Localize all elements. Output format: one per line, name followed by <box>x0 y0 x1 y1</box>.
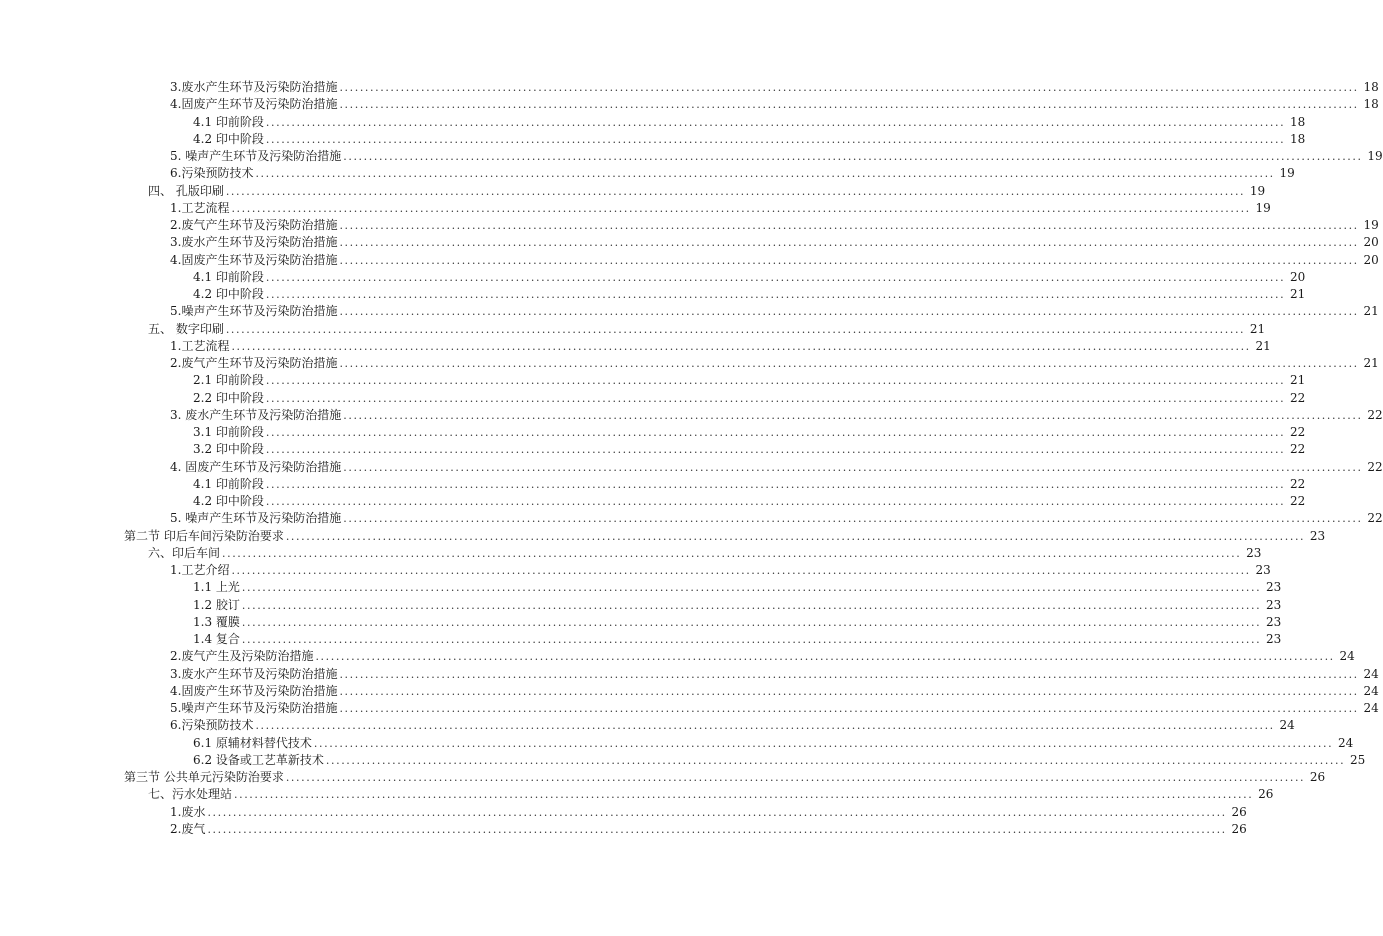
toc-entry[interactable] <box>0 407 1383 424</box>
toc-entry-title: 4.2 印中阶段 <box>193 287 264 301</box>
dot-leader: ........................................................................................................................................................................................................ <box>241 598 1262 612</box>
toc-entry[interactable] <box>0 165 1295 182</box>
dot-leader: ........................................................................................................................................................................................................ <box>222 546 1242 560</box>
dot-leader: ........................................................................................................................................................................................................ <box>265 443 1286 457</box>
toc-entry[interactable] <box>0 459 1383 476</box>
toc-page-number: 23 <box>1265 597 1282 612</box>
dot-leader: ........................................................................................................................................................................................................ <box>225 322 1246 336</box>
dot-leader: ........................................................................................................................................................................................................ <box>339 684 1359 698</box>
toc-entry-title: 2.废气产生及污染防治措施 <box>170 649 314 664</box>
dot-leader: ........................................................................................................................................................................................................ <box>255 719 1275 733</box>
toc-entry[interactable] <box>0 338 1271 355</box>
toc-page-number: 24 <box>1337 735 1354 750</box>
toc-page-number: 26 <box>1309 770 1326 784</box>
table-of-contents <box>0 79 1383 838</box>
toc-entry[interactable] <box>0 631 1282 648</box>
toc-entry[interactable] <box>0 269 1306 286</box>
dot-leader: ........................................................................................................................................................................................................ <box>343 460 1363 474</box>
toc-page-number: 19 <box>1363 218 1379 232</box>
toc-page-number: 26 <box>1231 804 1247 819</box>
toc-page-number: 24 <box>1363 666 1379 681</box>
toc-entry[interactable] <box>0 821 1247 838</box>
toc-page-number: 20 <box>1363 235 1379 250</box>
dot-leader: ........................................................................................................................................................................................................ <box>234 788 1254 802</box>
toc-entry-title: 4. 固废产生环节及污染防治措施 <box>170 459 342 474</box>
dot-leader: ........................................................................................................................................................................................................ <box>207 822 1227 836</box>
toc-entry-title: 2.废气产生环节及污染防治措施 <box>170 218 338 232</box>
dot-leader: ........................................................................................................................................................................................................ <box>225 184 1246 198</box>
toc-entry-title: 3.废水产生环节及污染防治措施 <box>170 235 338 250</box>
toc-page-number: 22 <box>1289 442 1306 457</box>
toc-entry-title: 六、印后车间 <box>148 545 221 560</box>
toc-entry[interactable] <box>0 286 1306 303</box>
toc-entry[interactable] <box>0 131 1306 148</box>
toc-entry-title: 5. 噪声产生环节及污染防治措施 <box>170 149 342 163</box>
toc-entry[interactable] <box>0 321 1266 338</box>
toc-page-number: 26 <box>1231 821 1247 836</box>
dot-leader: ........................................................................................................................................................................................................ <box>313 736 1334 750</box>
toc-page-number: 23 <box>1265 632 1282 646</box>
toc-page-number: 24 <box>1339 649 1355 664</box>
toc-page-number: 22 <box>1367 459 1383 474</box>
toc-entry-title: 1.1 上光 <box>193 580 240 595</box>
toc-entry-title: 5.噪声产生环节及污染防治措施 <box>170 701 338 715</box>
dot-leader: ........................................................................................................................................................................................................ <box>339 667 1359 681</box>
toc-page-number: 25 <box>1349 752 1366 767</box>
toc-entry[interactable] <box>0 528 1326 545</box>
dot-leader: ........................................................................................................................................................................................................ <box>265 374 1286 388</box>
toc-page-number: 19 <box>1367 149 1383 163</box>
dot-leader: ........................................................................................................................................................................................................ <box>265 391 1286 405</box>
toc-entry-title: 2.2 印中阶段 <box>193 390 264 405</box>
dot-leader: ........................................................................................................................................................................................................ <box>343 512 1363 526</box>
dot-leader: ........................................................................................................................................................................................................ <box>241 615 1262 629</box>
toc-entry-title: 五、 数字印刷 <box>148 321 224 336</box>
toc-entry-title: 3.废水产生环节及污染防治措施 <box>170 666 338 681</box>
toc-entry-title: 第二节 印后车间污染防治要求 <box>124 528 284 543</box>
toc-entry[interactable] <box>0 372 1306 389</box>
toc-entry[interactable] <box>0 476 1306 493</box>
toc-page-number: 22 <box>1289 476 1306 491</box>
toc-page-number: 20 <box>1289 269 1306 284</box>
toc-entry[interactable] <box>0 234 1379 251</box>
toc-entry-title: 5. 噪声产生环节及污染防治措施 <box>170 511 342 526</box>
toc-entry-title: 4.1 印前阶段 <box>193 114 264 129</box>
toc-page-number: 21 <box>1249 321 1266 336</box>
toc-entry[interactable] <box>0 200 1271 217</box>
dot-leader: ........................................................................................................................................................................................................ <box>285 529 1306 543</box>
dot-leader: ........................................................................................................................................................................................................ <box>241 581 1262 595</box>
toc-page-number: 23 <box>1265 580 1282 595</box>
toc-page-number: 23 <box>1309 528 1326 543</box>
toc-entry[interactable] <box>0 79 1379 96</box>
toc-page-number: 18 <box>1363 80 1379 94</box>
toc-entry[interactable] <box>0 217 1379 234</box>
toc-page-number: 21 <box>1363 304 1379 319</box>
toc-entry-title: 1.2 胶订 <box>193 597 240 612</box>
toc-entry[interactable] <box>0 390 1306 407</box>
toc-entry[interactable] <box>0 424 1306 441</box>
toc-entry-title: 1.3 覆膜 <box>193 614 240 629</box>
toc-entry[interactable] <box>0 148 1383 165</box>
toc-entry[interactable] <box>0 441 1306 458</box>
toc-entry-title: 2.废气产生环节及污染防治措施 <box>170 356 338 370</box>
dot-leader: ........................................................................................................................................................................................................ <box>339 305 1359 319</box>
toc-entry-title: 3. 废水产生环节及污染防治措施 <box>170 407 342 422</box>
dot-leader: ........................................................................................................................................................................................................ <box>339 219 1359 232</box>
toc-entry[interactable] <box>0 648 1355 665</box>
dot-leader: ........................................................................................................................................................................................................ <box>265 495 1286 508</box>
toc-entry[interactable] <box>0 700 1379 717</box>
dot-leader: ........................................................................................................................................................................................................ <box>231 564 1251 577</box>
toc-page-number: 19 <box>1255 200 1271 215</box>
toc-entry-title: 1.4 复合 <box>193 632 240 646</box>
dot-leader: ........................................................................................................................................................................................................ <box>265 270 1286 284</box>
toc-entry[interactable] <box>0 114 1306 131</box>
toc-entry[interactable] <box>0 666 1379 683</box>
toc-page-number: 21 <box>1363 356 1379 370</box>
toc-entry[interactable] <box>0 183 1266 200</box>
toc-entry-title: 4.固废产生环节及污染防治措施 <box>170 97 338 112</box>
toc-entry[interactable] <box>0 804 1247 821</box>
toc-entry-title: 1.工艺流程 <box>170 338 230 353</box>
dot-leader: ........................................................................................................................................................................................................ <box>343 150 1363 163</box>
toc-entry-title: 4.2 印中阶段 <box>193 131 264 146</box>
dot-leader: ........................................................................................................................................................................................................ <box>255 167 1275 181</box>
toc-page-number: 19 <box>1279 166 1295 181</box>
toc-entry-title: 1.工艺介绍 <box>170 563 230 577</box>
toc-page-number: 18 <box>1289 114 1306 129</box>
toc-entry-title: 4.2 印中阶段 <box>193 494 264 508</box>
toc-entry[interactable] <box>0 683 1379 700</box>
toc-page-number: 23 <box>1265 614 1282 629</box>
toc-entry[interactable] <box>0 769 1326 786</box>
toc-entry[interactable] <box>0 752 1366 769</box>
dot-leader: ........................................................................................................................................................................................................ <box>325 753 1346 767</box>
toc-page-number: 18 <box>1363 97 1379 112</box>
toc-entry-title: 5.噪声产生环节及污染防治措施 <box>170 304 338 319</box>
dot-leader: ........................................................................................................................................................................................................ <box>265 132 1286 146</box>
dot-leader: ........................................................................................................................................................................................................ <box>339 357 1359 370</box>
toc-entry[interactable] <box>0 579 1282 596</box>
toc-entry[interactable] <box>0 562 1271 579</box>
dot-leader: ........................................................................................................................................................................................................ <box>343 408 1363 422</box>
toc-entry-title: 3.1 印前阶段 <box>193 425 264 439</box>
dot-leader: ........................................................................................................................................................................................................ <box>339 236 1359 250</box>
toc-entry-title: 2.废气 <box>170 821 206 836</box>
toc-entry-title: 1.废水 <box>170 804 206 819</box>
toc-page-number: 21 <box>1289 287 1306 301</box>
toc-entry[interactable] <box>0 597 1282 614</box>
dot-leader: ........................................................................................................................................................................................................ <box>339 702 1359 715</box>
toc-page-number: 18 <box>1289 131 1306 146</box>
toc-entry[interactable] <box>0 717 1295 734</box>
toc-entry-title: 第三节 公共单元污染防治要求 <box>124 770 284 784</box>
toc-entry-title: 3.2 印中阶段 <box>193 442 264 457</box>
toc-entry-title: 6.2 设备或工艺革新技术 <box>193 752 324 767</box>
toc-page-number: 22 <box>1367 511 1383 526</box>
toc-page-number: 24 <box>1279 718 1295 733</box>
toc-entry[interactable] <box>0 510 1383 527</box>
dot-leader: ........................................................................................................................................................................................................ <box>265 426 1286 439</box>
dot-leader: ........................................................................................................................................................................................................ <box>339 98 1359 112</box>
dot-leader: ........................................................................................................................................................................................................ <box>265 477 1286 491</box>
dot-leader: ........................................................................................................................................................................................................ <box>241 633 1262 646</box>
toc-entry-title: 3.废水产生环节及污染防治措施 <box>170 80 338 94</box>
dot-leader: ........................................................................................................................................................................................................ <box>315 650 1335 664</box>
toc-entry-title: 四、 孔版印刷 <box>148 183 224 198</box>
toc-entry[interactable] <box>0 786 1274 803</box>
dot-leader: ........................................................................................................................................................................................................ <box>285 771 1306 784</box>
toc-page-number: 22 <box>1289 494 1306 508</box>
toc-entry[interactable] <box>0 355 1379 372</box>
toc-entry-title: 4.固废产生环节及污染防治措施 <box>170 683 338 698</box>
dot-leader: ........................................................................................................................................................................................................ <box>231 201 1251 215</box>
toc-page-number: 24 <box>1363 701 1379 715</box>
dot-leader: ........................................................................................................................................................................................................ <box>207 805 1227 819</box>
toc-page-number: 23 <box>1255 563 1271 577</box>
toc-entry[interactable] <box>0 614 1282 631</box>
toc-page-number: 23 <box>1246 545 1262 560</box>
toc-page-number: 20 <box>1363 252 1379 267</box>
toc-entry-title: 6.污染预防技术 <box>170 166 254 181</box>
toc-entry[interactable] <box>0 735 1354 752</box>
toc-entry[interactable] <box>0 303 1379 320</box>
toc-page-number: 24 <box>1363 683 1379 698</box>
toc-entry-title: 6.1 原辅材料替代技术 <box>193 735 312 750</box>
toc-page-number: 26 <box>1258 787 1274 802</box>
toc-entry-title: 七、污水处理站 <box>148 787 233 802</box>
toc-entry[interactable] <box>0 545 1262 562</box>
dot-leader: ........................................................................................................................................................................................................ <box>339 253 1359 267</box>
toc-page-number: 21 <box>1289 373 1306 388</box>
toc-entry-title: 4.固废产生环节及污染防治措施 <box>170 252 338 267</box>
toc-page-number: 19 <box>1249 183 1266 198</box>
toc-page-number: 22 <box>1289 390 1306 405</box>
toc-entry-title: 4.1 印前阶段 <box>193 476 264 491</box>
dot-leader: ........................................................................................................................................................................................................ <box>265 288 1286 301</box>
toc-page-number: 21 <box>1255 338 1271 353</box>
toc-entry[interactable] <box>0 493 1306 510</box>
dot-leader: ........................................................................................................................................................................................................ <box>231 339 1251 353</box>
toc-entry-title: 1.工艺流程 <box>170 200 230 215</box>
toc-page-number: 22 <box>1367 407 1383 422</box>
dot-leader: ........................................................................................................................................................................................................ <box>265 115 1286 129</box>
toc-entry-title: 6.污染预防技术 <box>170 718 254 733</box>
toc-page-number: 22 <box>1289 425 1306 439</box>
toc-entry-title: 2.1 印前阶段 <box>193 373 264 388</box>
toc-entry[interactable] <box>0 252 1379 269</box>
dot-leader: ........................................................................................................................................................................................................ <box>339 81 1359 94</box>
toc-entry-title: 4.1 印前阶段 <box>193 269 264 284</box>
toc-entry[interactable] <box>0 96 1379 113</box>
